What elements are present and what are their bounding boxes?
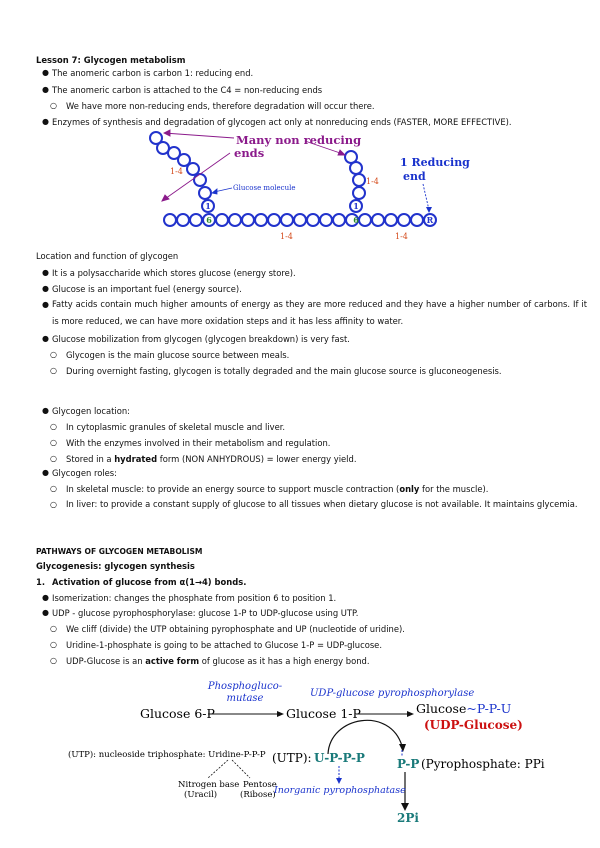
glycogen-roles-1: In skeletal muscle: to provide an energy source to support muscle contraction (only for the muscle).: [66, 484, 489, 494]
udp-glucose-diagram: [60, 676, 560, 826]
glycogen-roles-2: In liver: to provide a constant supply of glucose to all tissues when dietary glucose is not available. It maintains glycemia.: [66, 499, 578, 509]
bullet-dot: ●: [42, 608, 49, 617]
bullet-dot: ●: [42, 117, 49, 126]
intro-bullet-2: The anomeric carbon is attached to the C4 = non-reducing ends: [52, 85, 323, 95]
location-bullet-2: Glucose is an important fuel (energy source).: [52, 284, 242, 294]
label-glucose-molecule: Glucose molecule: [233, 184, 296, 192]
sub-bullet-circle: ○: [50, 500, 57, 509]
label-glucose-6p: Glucose 6-P: [140, 706, 215, 721]
bond-label-main-1: 1-4: [280, 232, 293, 241]
pathways-bullet-2: UDP - glucose pyrophosphorylase: glucose 1-P to UDP-glucose using UTP.: [52, 608, 359, 618]
main-chain: [164, 214, 436, 226]
label-r: R: [426, 215, 434, 225]
label-pp: P-P: [397, 757, 420, 771]
lesson-title: Lesson 7: Glycogen metabolism: [36, 55, 186, 65]
bullet-dot: ●: [42, 85, 49, 94]
label-inorganic-pyrophosphatase: Inorganic pyrophosphatase: [274, 785, 406, 796]
label-6-right: 6: [353, 215, 359, 225]
glycogen-location-1: In cytoplasmic granules of skeletal muscle and liver.: [66, 422, 286, 432]
pathways-sub-3: UDP-Glucose is an active form of glucose as it has a high energy bond.: [66, 656, 370, 666]
label-udp-glucose: (UDP-Glucose): [424, 718, 523, 732]
step-1-title: Activation of glucose from α(1→4) bonds.: [52, 577, 247, 587]
bullet-dot: ●: [42, 300, 49, 309]
location-heading: Location and function of glycogen: [36, 251, 179, 261]
pathways-sub-2: Uridine-1-phosphate is going to be attached to Glucose 1-P = UDP-glucose.: [66, 640, 382, 650]
label-many-non-reducing: Many non reducing: [236, 133, 362, 147]
sub-bullet-circle: ○: [50, 640, 57, 649]
location-bullet-3: Fatty acids contain much higher amounts of energy as they are more reduced and they have a higher number of carbons. If it is more reduced, we can have more oxidation steps and it has less affinity to water.: [52, 299, 587, 326]
arrow-head: [277, 711, 284, 717]
bullet-dot: ●: [42, 593, 49, 602]
bond-label-main-2: 1-4: [395, 232, 408, 241]
glycogen-roles-heading: Glycogen roles:: [52, 468, 117, 478]
label-end: end: [403, 170, 426, 183]
sub-bullet-circle: ○: [50, 366, 57, 375]
label-utp: (UTP):: [272, 751, 312, 765]
label-nitrogen-base: Nitrogen base: [178, 780, 240, 790]
label-u-p-p-p: U-P-P-P: [314, 751, 365, 765]
label-mutase: mutase: [226, 693, 264, 704]
glycogen-branch-diagram: [140, 126, 470, 246]
intro-bullet-3: Enzymes of synthesis and degradation of glycogen act only at nonreducing ends (FASTER, MORE EFFECTIVE).: [52, 117, 512, 127]
sub-bullet-circle: ○: [50, 454, 57, 463]
bond-label-right-branch: 1-4: [366, 177, 379, 186]
glycogen-location-heading: Glycogen location:: [52, 406, 130, 416]
location-bullet-4: Glucose mobilization from glycogen (glycogen breakdown) is very fast.: [52, 334, 350, 344]
label-pyrophosphate: (Pyrophosphate: PPi: [421, 757, 545, 771]
glycogen-location-2: With the enzymes involved in their metabolism and regulation.: [66, 438, 331, 448]
label-udp-enzyme: UDP-glucose pyrophosphorylase: [310, 688, 475, 699]
glycogenesis-heading: Glycogenesis: glycogen synthesis: [36, 561, 195, 571]
bullet-dot: ●: [42, 468, 49, 477]
label-1-left: 1: [205, 201, 211, 211]
arrow-head: [407, 711, 414, 717]
label-ribose: (Ribose): [240, 790, 276, 800]
location-bullet-1: It is a polysaccharide which stores glucose (energy store).: [52, 268, 296, 278]
bullet-dot: ●: [42, 268, 49, 277]
pathways-bullet-1: Isomerization: changes the phosphate from position 6 to position 1.: [52, 593, 337, 603]
location-sub-2: During overnight fasting, glycogen is totally degraded and the main glucose source is gluconeogenesis.: [66, 366, 502, 376]
label-6-left: 6: [206, 215, 212, 225]
bullet-dot: ●: [42, 68, 49, 77]
location-sub-1: Glycogen is the main glucose source between meals.: [66, 350, 290, 360]
label-one-reducing: 1 Reducing: [400, 156, 470, 169]
pathways-sub-1: We cliff (divide) the UTP obtaining pyrophosphate and UP (nucleotide of uridine).: [66, 624, 405, 634]
intro-bullet-1: The anomeric carbon is carbon 1: reducing end.: [52, 68, 254, 78]
sub-bullet-circle: ○: [50, 438, 57, 447]
glycogen-location-3: Stored in a hydrated form (NON ANHYDROUS) = lower energy yield.: [66, 454, 357, 464]
label-uracil: (Uracil): [184, 790, 218, 800]
label-pentose: Pentose: [243, 780, 277, 790]
bullet-dot: ●: [42, 284, 49, 293]
label-utp-line: (UTP): nucleoside triphosphate: Uridine-P-P-P: [68, 750, 266, 760]
sub-bullet-circle: ○: [50, 101, 57, 110]
step-1-number: 1.: [36, 577, 46, 587]
sub-bullet-circle: ○: [50, 624, 57, 633]
label-2pi: 2Pi: [397, 811, 419, 825]
label-glucose-1p: Glucose 1-P: [286, 706, 361, 721]
sub-bullet-circle: ○: [50, 422, 57, 431]
bullet-dot: ●: [42, 334, 49, 343]
label-1-right: 1: [353, 201, 359, 211]
intro-sub-bullet: We have more non-reducing ends, therefore degradation will occur there.: [66, 101, 375, 111]
bond-label-left-branch: 1-4: [170, 167, 183, 176]
label-glucose-ppu: Glucose~P-P-U: [416, 701, 512, 716]
sub-bullet-circle: ○: [50, 656, 57, 665]
label-phosphogluco: Phosphogluco-: [207, 681, 283, 692]
sub-bullet-circle: ○: [50, 350, 57, 359]
sub-bullet-circle: ○: [50, 484, 57, 493]
label-ends: ends: [234, 146, 265, 160]
pathways-heading: PATHWAYS OF GLYCOGEN METABOLISM: [36, 547, 203, 556]
bullet-dot: ●: [42, 406, 49, 415]
